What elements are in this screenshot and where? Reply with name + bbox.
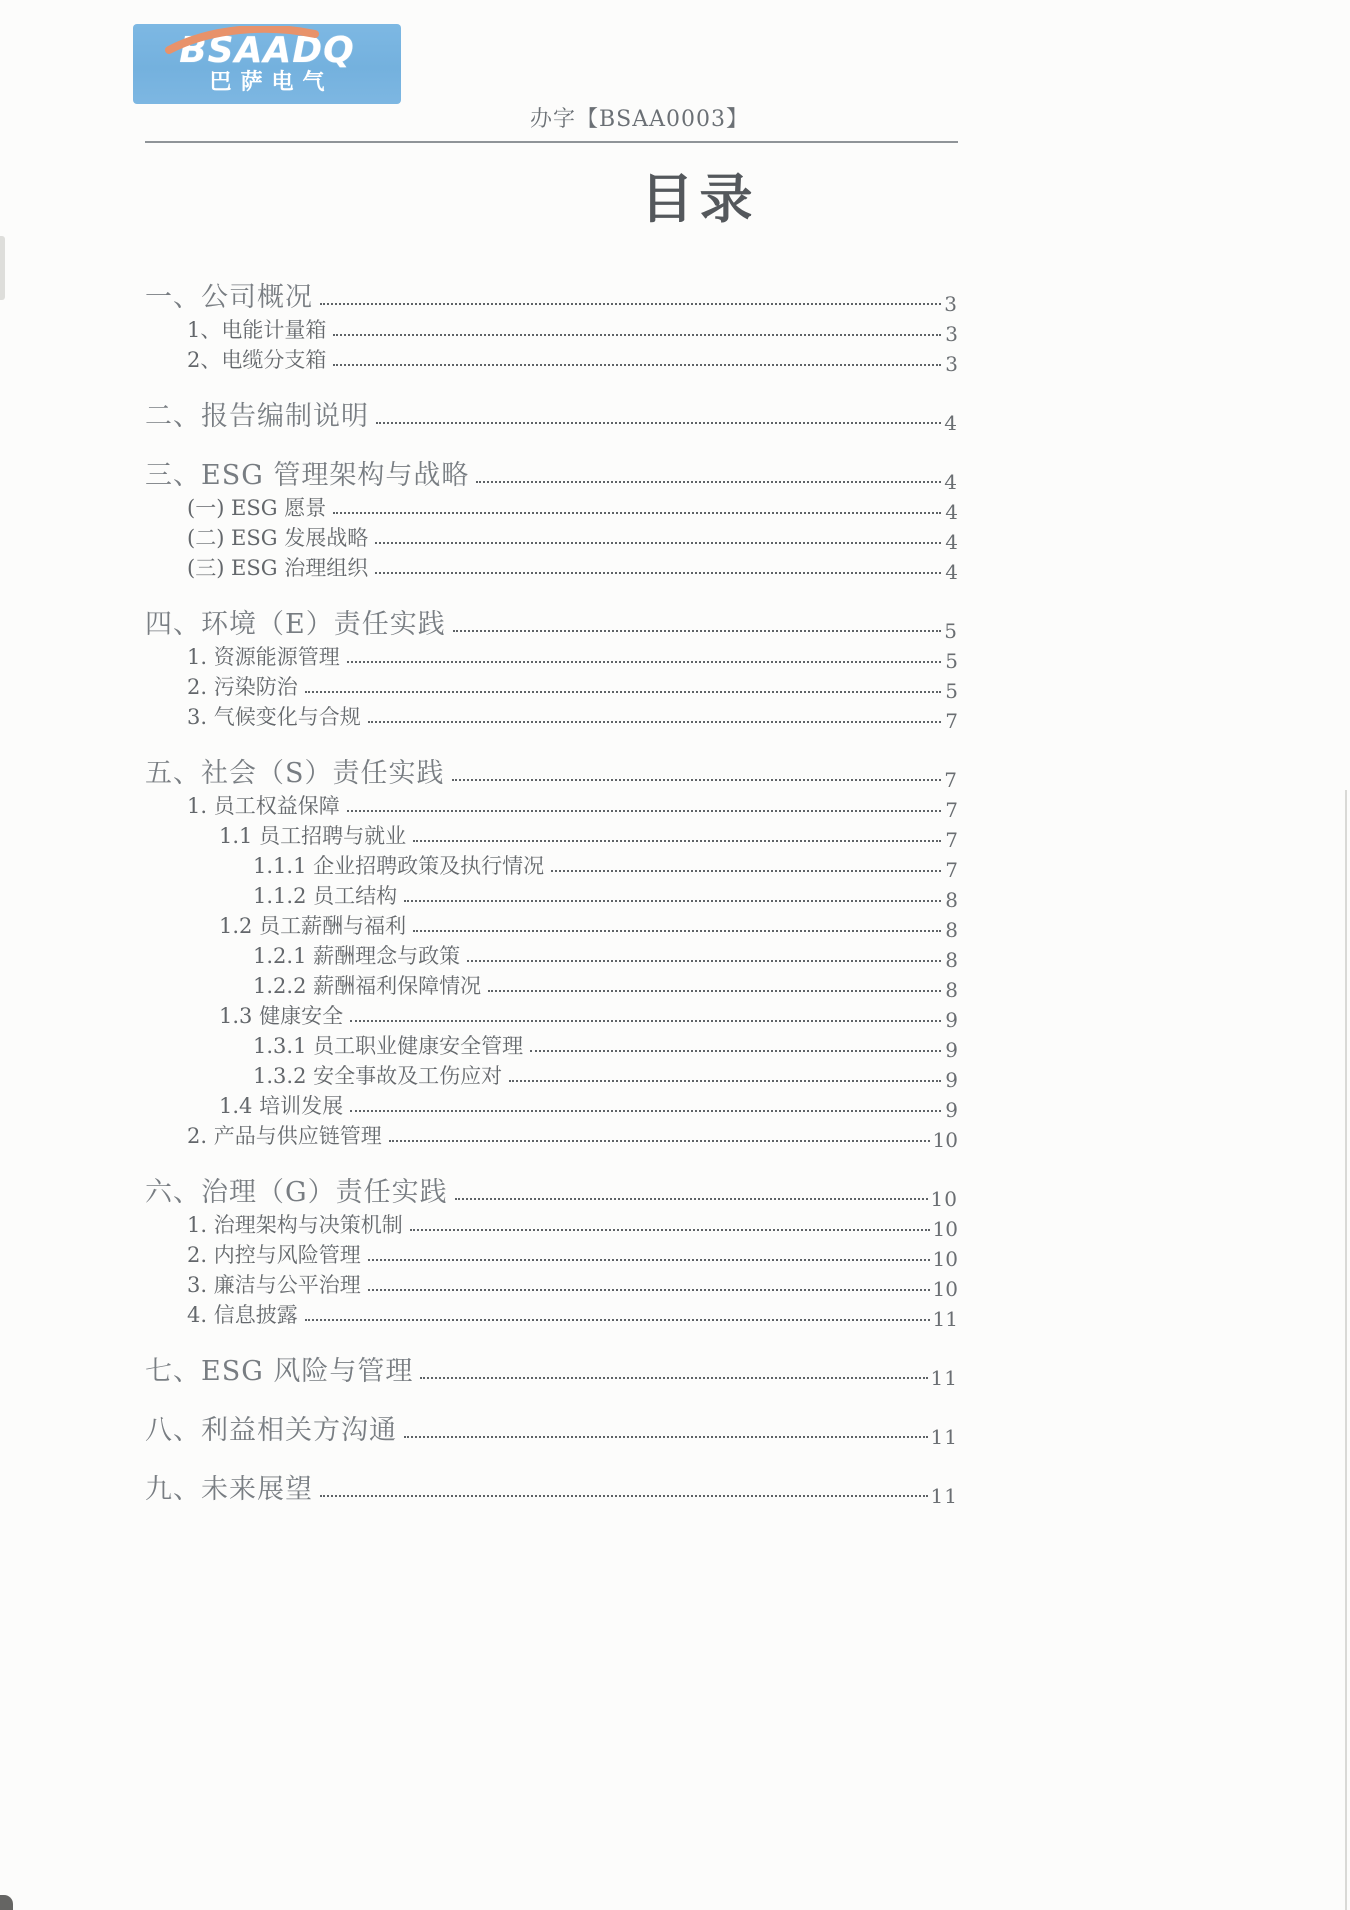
toc-entry-page: 4 xyxy=(945,530,958,554)
toc-entry-label: 1.3.1 员工职业健康安全管理 xyxy=(253,1034,524,1058)
toc-entry-page: 4 xyxy=(944,411,958,435)
logo-text-en: BSAADQ xyxy=(179,30,355,71)
toc-entry-page: 8 xyxy=(945,888,958,912)
toc-entry-label: 1.1.1 企业招聘政策及执行情况 xyxy=(253,854,545,878)
header-divider xyxy=(145,141,958,143)
toc-entry xyxy=(145,1000,958,1030)
document-content xyxy=(145,102,958,1506)
dot-leader-line xyxy=(413,840,941,842)
toc-entry-label: 八、利益相关方沟通 xyxy=(145,1415,397,1446)
dot-leader-line xyxy=(467,960,941,962)
dot-leader-line xyxy=(347,661,941,663)
dot-leader-line xyxy=(420,1377,927,1379)
page-title: 目录 xyxy=(640,168,759,230)
toc-entry-label: 1. 员工权益保障 xyxy=(187,794,340,818)
dot-leader-line xyxy=(509,1080,941,1082)
toc-entry-page: 8 xyxy=(945,948,958,972)
toc-entry-label: 4. 信息披露 xyxy=(187,1303,298,1327)
toc-entry-label: 2. 污染防治 xyxy=(187,675,298,699)
toc-entry xyxy=(145,880,958,910)
dot-leader-line xyxy=(333,334,941,336)
toc-entry xyxy=(145,641,958,671)
dot-leader-line xyxy=(305,691,941,693)
toc-entry-page: 10 xyxy=(932,1217,958,1241)
toc-entry xyxy=(145,522,958,552)
toc-entry xyxy=(145,1120,958,1150)
logo-swoosh-icon xyxy=(163,26,328,56)
dot-leader-line xyxy=(350,1020,941,1022)
dot-leader-line xyxy=(333,364,941,366)
logo-text-cn: 巴萨电气 xyxy=(209,70,334,95)
toc-entry-page: 8 xyxy=(945,978,958,1002)
toc-entry-label: (三) ESG 治理组织 xyxy=(187,556,369,580)
dot-leader-line xyxy=(410,1229,930,1231)
toc-entry xyxy=(145,820,958,850)
dot-leader-line xyxy=(347,810,941,812)
toc-entry xyxy=(145,1349,958,1388)
toc-entry xyxy=(145,671,958,701)
toc-entry-page: 5 xyxy=(945,649,958,673)
toc-entry-label: 1.4 培训发展 xyxy=(219,1094,344,1118)
toc-entry xyxy=(145,453,958,492)
toc-entry xyxy=(145,1299,958,1329)
toc-entry-label: 3. 廉洁与公平治理 xyxy=(187,1273,361,1297)
toc-entry xyxy=(145,602,958,641)
toc-entry xyxy=(145,940,958,970)
dot-leader-line xyxy=(368,1289,930,1291)
toc-entry-page: 5 xyxy=(945,679,958,703)
scan-corner-artifact xyxy=(0,1895,13,1910)
toc-entry-page: 8 xyxy=(945,918,958,942)
toc-entry xyxy=(145,1269,958,1299)
toc-entry-label: 二、报告编制说明 xyxy=(145,401,369,432)
toc-entry-page: 4 xyxy=(945,500,958,524)
toc-entry-label: 四、环境（E）责任实践 xyxy=(145,609,446,640)
scan-edge-line xyxy=(1345,790,1347,1910)
dot-leader-line xyxy=(375,542,941,544)
toc-entry xyxy=(145,1239,958,1269)
toc-entry-page: 10 xyxy=(932,1277,958,1301)
toc-entry-page: 10 xyxy=(932,1247,958,1271)
toc-entry-page: 9 xyxy=(945,1038,958,1062)
toc-entry-label: 3. 气候变化与合规 xyxy=(187,705,361,729)
toc-entry xyxy=(145,850,958,880)
dot-leader-line xyxy=(488,990,941,992)
toc-entry-page: 11 xyxy=(930,1425,958,1449)
dot-leader-line xyxy=(455,1198,928,1200)
dot-leader-line xyxy=(333,512,941,514)
toc-entry-label: 2. 内控与风险管理 xyxy=(187,1243,361,1267)
dot-leader-line xyxy=(389,1140,930,1142)
toc-entry-page: 11 xyxy=(930,1484,958,1508)
toc-entry-label: 五、社会（S）责任实践 xyxy=(145,758,445,789)
toc-entry-page: 5 xyxy=(944,619,958,643)
dot-leader-line xyxy=(530,1050,941,1052)
dot-leader-line xyxy=(368,1259,930,1261)
toc-entry-page: 7 xyxy=(944,768,958,792)
toc-entry xyxy=(145,492,958,522)
toc-entry-label: 六、治理（G）责任实践 xyxy=(145,1177,448,1208)
toc-entry-page: 4 xyxy=(945,560,958,584)
toc-entry xyxy=(145,1467,958,1506)
toc-entry-label: (二) ESG 发展战略 xyxy=(187,526,369,550)
toc-entry-label: 1.3.2 安全事故及工伤应对 xyxy=(253,1064,503,1088)
toc-entry xyxy=(145,1209,958,1239)
toc-entry xyxy=(145,552,958,582)
toc-entry-page: 4 xyxy=(944,470,958,494)
dot-leader-line xyxy=(305,1319,930,1321)
doc-number: 办字【BSAA0003】 xyxy=(529,107,749,132)
toc-entry xyxy=(145,790,958,820)
toc-entry-label: 1.2.2 薪酬福利保障情况 xyxy=(253,974,482,998)
toc-entry-label: 2、电缆分支箱 xyxy=(187,348,327,372)
dot-leader-line xyxy=(320,1495,928,1497)
dot-leader-line xyxy=(404,1436,928,1438)
toc-entry-label: 2. 产品与供应链管理 xyxy=(187,1124,382,1148)
toc-entry-page: 11 xyxy=(932,1307,958,1331)
toc-entry-label: (一) ESG 愿景 xyxy=(187,496,327,520)
toc-entry-page: 3 xyxy=(945,322,958,346)
toc-entry xyxy=(145,1170,958,1209)
dot-leader-line xyxy=(376,422,941,424)
dot-leader-line xyxy=(453,630,941,632)
scan-smudge xyxy=(0,236,5,300)
toc-entry-label: 七、ESG 风险与管理 xyxy=(145,1356,414,1387)
toc-entry-page: 3 xyxy=(944,292,958,316)
toc-entry-page: 7 xyxy=(945,709,958,733)
dot-leader-line xyxy=(413,930,941,932)
toc-entry-label: 一、公司概况 xyxy=(145,282,313,313)
toc-entry xyxy=(145,314,958,344)
toc-entry xyxy=(145,970,958,1000)
dot-leader-line xyxy=(452,779,942,781)
toc-entry-label: 1. 资源能源管理 xyxy=(187,645,340,669)
dot-leader-line xyxy=(320,303,941,305)
toc-entry-label: 九、未来展望 xyxy=(145,1474,313,1505)
toc-entry-label: 1.2 员工薪酬与福利 xyxy=(219,914,407,938)
toc-entry-label: 三、ESG 管理架构与战略 xyxy=(145,460,470,491)
toc-entry-page: 9 xyxy=(945,1068,958,1092)
toc-entry-page: 11 xyxy=(930,1366,958,1390)
toc-entry xyxy=(145,910,958,940)
toc-entry-page: 10 xyxy=(930,1187,958,1211)
toc-entry-page: 10 xyxy=(932,1128,958,1152)
toc-entry xyxy=(145,1408,958,1447)
toc-entry-page: 7 xyxy=(945,858,958,882)
toc-entry-label: 1、电能计量箱 xyxy=(187,318,327,342)
toc-entry xyxy=(145,394,958,433)
dot-leader-line xyxy=(350,1110,941,1112)
toc-entry-label: 1.2.1 薪酬理念与政策 xyxy=(253,944,461,968)
toc-entry xyxy=(145,1090,958,1120)
toc-entry-page: 9 xyxy=(945,1098,958,1122)
toc-entry-label: 1.1.2 员工结构 xyxy=(253,884,398,908)
toc-entry xyxy=(145,1030,958,1060)
toc-entry xyxy=(145,344,958,374)
toc-entry-page: 9 xyxy=(945,1008,958,1032)
dot-leader-line xyxy=(404,900,941,902)
toc-entry-page: 7 xyxy=(945,828,958,852)
toc-entry-label: 1.1 员工招聘与就业 xyxy=(219,824,407,848)
dot-leader-line xyxy=(368,721,941,723)
toc-entry-label: 1. 治理架构与决策机制 xyxy=(187,1213,403,1237)
toc-entry-page: 7 xyxy=(945,798,958,822)
dot-leader-line xyxy=(375,572,941,574)
toc-entry xyxy=(145,751,958,790)
toc-entry-label: 1.3 健康安全 xyxy=(219,1004,344,1028)
dot-leader-line xyxy=(476,481,941,483)
toc-entry-page: 3 xyxy=(945,352,958,376)
company-logo xyxy=(133,24,401,104)
toc-entry xyxy=(145,1060,958,1090)
table-of-contents xyxy=(145,275,958,1506)
dot-leader-line xyxy=(551,870,941,872)
toc-entry xyxy=(145,275,958,314)
toc-entry xyxy=(145,701,958,731)
